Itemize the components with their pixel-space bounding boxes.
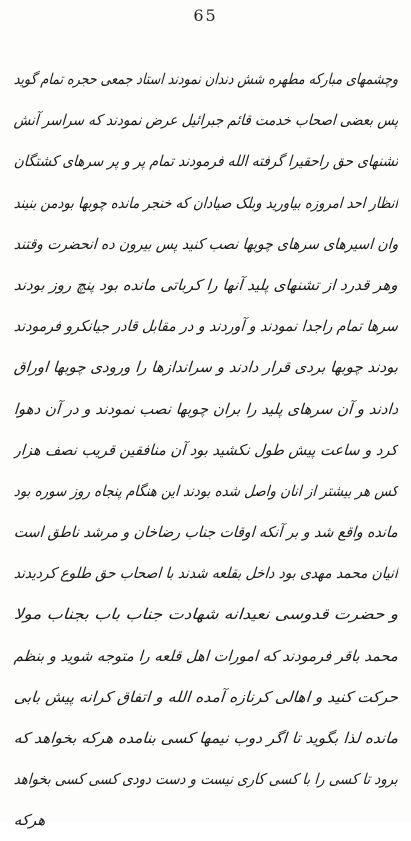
manuscript-line: دادند و آن سرهای پلید را بران چوبها نصب نمودند و در آن دهوا — [12, 399, 399, 418]
manuscript-line: وان اسیرهای سرهای چوبها نصب کنید پس بیرون ده انحضرت وقتند — [12, 234, 399, 253]
manuscript-line: محمد باقر فرمودند که امورات اهل قلعه را متوجه شوید و بنظم — [13, 646, 399, 665]
manuscript-line: وهر قدرد از تشنهای پلید آنها را کرباتی مانده بود پنچ روز بودند — [13, 275, 399, 294]
manuscript-line: کرد و ساعت پیش طول نکشید بود آن منافقین قریب نصف هزار — [13, 440, 399, 459]
manuscript-line: برود تا کسی را با کسی کاری نیست و دست دودی کسی کسی بخواهد — [13, 769, 399, 788]
manuscript-line: مانده لذا بگوید تا اگر دوب نیمها کسی بنامده هرکه بخواهد که — [13, 728, 399, 747]
manuscript-line: انیان محمد مهدی بود داخل بقلعه شدند با اصحاب حق طلوع کردیدند — [13, 563, 399, 582]
manuscript-line: وچشمهای مبارکه مطهره شش دندان نمودند استاد جمعی حجره تمام گوید — [13, 69, 399, 88]
manuscript-line: مانده واقع شد و بر آنکه اوقات جناب رضاخان و مرشد ناطق است — [13, 522, 399, 541]
manuscript-line: کس هر بیشتر از انان واصل شده بودند این هنگام پنجاه روز سوره بود — [13, 481, 399, 500]
manuscript-line: بودند چوبها بردی قرار دادند و سراندازها را ورودی چوبها اوراق — [13, 357, 399, 376]
catchword-line: هرکه — [13, 810, 47, 829]
manuscript-line: انظار احد امروزه بیاورید وبلک صیادان که خنجر مانده چوبها بودمن بنیند — [13, 193, 399, 212]
manuscript-body — [12, 58, 399, 829]
manuscript-line: تشنهای حق راحقیرا گرفته الله فرمودند تمام پر و پر سرهای کشتگان — [12, 151, 399, 170]
manuscript-line: و حضرت قدوسی نعیدانه شهادت جناب باب بجناب مولا — [13, 605, 399, 624]
manuscript-line: حرکت کنید و اهالی کرنازه آمده الله و اتفاق کرانه پیش بابی — [13, 687, 399, 706]
manuscript-line: سرها تمام راجدا نمودند و آوردند و در مقابل قادر جیانکرو فرمودند — [13, 316, 399, 335]
manuscript-line: پس بعضی اصحاب خدمت قائم جبرائیل عرض نمودند که سراسر آنش — [12, 110, 399, 129]
page-number: 65 — [193, 6, 218, 25]
